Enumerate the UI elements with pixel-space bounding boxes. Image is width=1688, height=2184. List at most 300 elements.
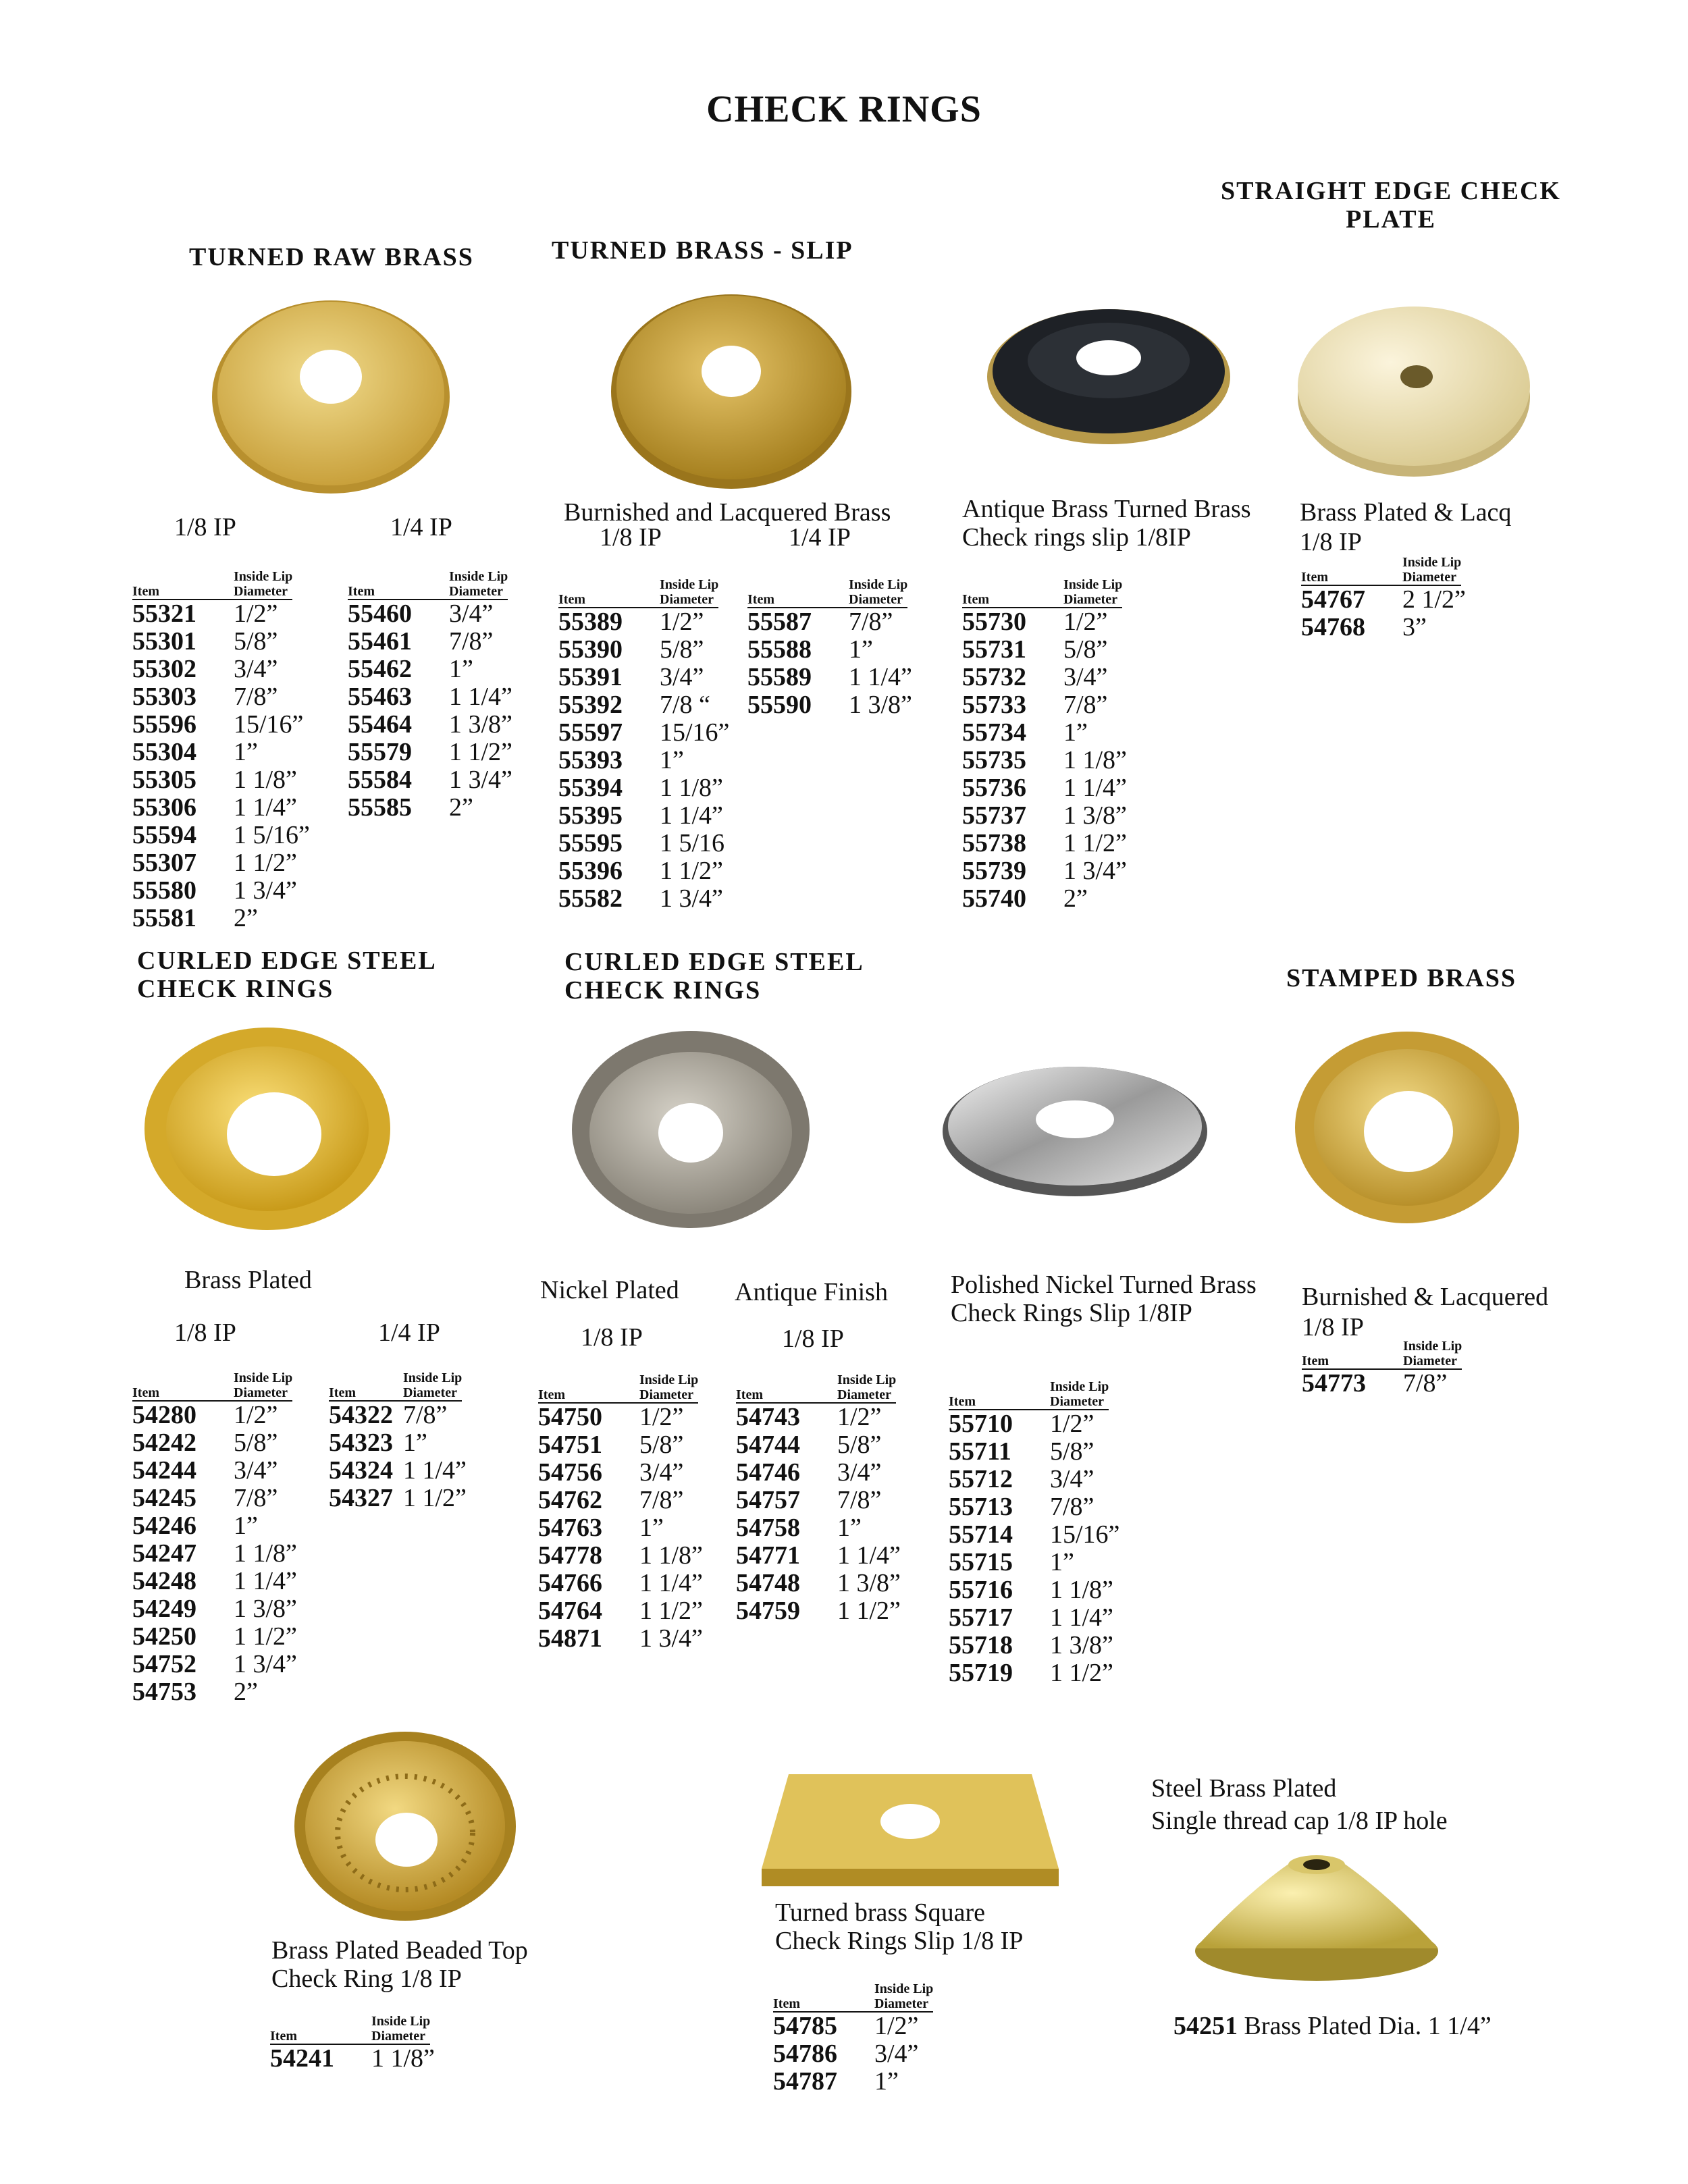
table-row: [538, 1514, 703, 1542]
item-number: 54766: [538, 1569, 602, 1597]
inside-lip-diameter: 15/16”: [660, 718, 730, 747]
inside-lip-diameter: 1/2”: [1050, 1410, 1094, 1438]
inside-lip-diameter: 1”: [639, 1514, 664, 1542]
item-number: 55739: [962, 857, 1026, 885]
table-header: [736, 1373, 901, 1404]
table-row: [132, 1512, 297, 1540]
curled-nickel-caption-a: Nickel Plated: [540, 1276, 679, 1304]
table-row: [773, 2068, 933, 2096]
table-row: [736, 1459, 901, 1487]
inside-lip-diameter: 1 1/4”: [660, 801, 723, 830]
curled-brass-sub-b: 1/4 IP: [378, 1319, 440, 1347]
table-square: [773, 1981, 933, 2096]
item-number: 55712: [949, 1465, 1013, 1493]
inside-lip-diameter: 7/8”: [837, 1486, 882, 1514]
header-diameter-label: Diameter: [1063, 592, 1122, 608]
table-row: [962, 830, 1127, 857]
table-row: [747, 691, 912, 719]
turned-raw-sub-b: 1/4 IP: [390, 513, 452, 541]
inside-lip-diameter: 1 1/8”: [1063, 746, 1127, 774]
table-row: [538, 1625, 703, 1653]
table-row: [132, 1568, 297, 1595]
inside-lip-diameter: 3/4”: [639, 1458, 684, 1487]
item-number: 54247: [132, 1539, 196, 1568]
table-row: [736, 1514, 901, 1542]
header-inside-lip: Inside Lip: [1063, 577, 1123, 592]
table-row: [773, 2040, 933, 2068]
header-diameter: [449, 569, 508, 600]
table-row: [747, 664, 912, 691]
table-header: [747, 577, 912, 608]
header-diameter-label: Diameter: [639, 1387, 698, 1404]
table-row: [132, 1540, 297, 1568]
item-number: 55587: [747, 608, 812, 636]
inside-lip-diameter: 7/8”: [1403, 1369, 1448, 1397]
item-number: 54757: [736, 1486, 800, 1514]
inside-lip-diameter: 1 1/2”: [1063, 829, 1127, 857]
straight-edge-sub: 1/8 IP: [1300, 528, 1362, 556]
inside-lip-diameter: 1/2”: [837, 1403, 882, 1431]
table-row: [736, 1542, 901, 1570]
inside-lip-diameter: 3/4”: [234, 655, 278, 683]
table-turned-raw-b: [348, 569, 512, 822]
table-header: [962, 577, 1127, 608]
header-diameter-label: Diameter: [837, 1387, 896, 1404]
inside-lip-diameter: 1 3/4”: [234, 1650, 297, 1678]
item-number: 55582: [558, 884, 623, 913]
inside-lip-diameter: 1 3/4”: [639, 1624, 703, 1653]
table-row: [329, 1485, 467, 1512]
header-diameter: [639, 1373, 698, 1404]
inside-lip-diameter: 1 1/8”: [639, 1541, 703, 1570]
table-row: [949, 1410, 1119, 1438]
header-diameter: [1050, 1379, 1109, 1410]
header-item: Item: [348, 584, 449, 600]
table-row: [132, 794, 310, 822]
item-number: 54323: [329, 1429, 393, 1457]
item-number: 54746: [736, 1458, 800, 1487]
inside-lip-diameter: 1”: [837, 1514, 862, 1542]
item-number: 55738: [962, 829, 1026, 857]
inside-lip-diameter: 1”: [403, 1429, 427, 1457]
cap-caption: [1151, 1772, 1448, 1837]
caption-line-1: Polished Nickel Turned Brass: [951, 1271, 1257, 1299]
header-diameter-label: Diameter: [403, 1385, 462, 1402]
header-inside-lip: Inside Lip: [874, 1981, 934, 1996]
table-row: [132, 711, 310, 739]
inside-lip-diameter: 1 5/16: [660, 829, 725, 857]
header-diameter: [1403, 1339, 1462, 1370]
turned-slip-sub-a: 1/8 IP: [600, 523, 662, 552]
header-item: Item: [962, 592, 1063, 608]
table-row: [538, 1459, 703, 1487]
caption-line-1: Brass Plated Beaded Top: [271, 1936, 528, 1965]
header-inside-lip: Inside Lip: [849, 577, 908, 592]
stamped-brass-image: [1292, 1026, 1522, 1229]
table-row: [558, 885, 729, 913]
table-row: [949, 1466, 1119, 1493]
inside-lip-diameter: 1 3/8”: [837, 1569, 901, 1597]
inside-lip-diameter: 1 1/2”: [449, 738, 512, 766]
table-row: [949, 1659, 1119, 1687]
curled-brass-image: [139, 1019, 396, 1235]
table-header: [270, 2014, 435, 2045]
item-number: 54773: [1302, 1369, 1366, 1397]
header-item: Item: [1301, 570, 1402, 586]
header-inside-lip: Inside Lip: [449, 569, 508, 584]
inside-lip-diameter: 7/8 “: [660, 691, 710, 719]
item-number: 55460: [348, 600, 412, 628]
header-diameter-label: Diameter: [371, 2029, 430, 2045]
inside-lip-diameter: 1 1/4”: [234, 1567, 297, 1595]
inside-lip-diameter: 1”: [660, 746, 684, 774]
turned-brass-slip-image: [603, 285, 860, 491]
header-item: Item: [132, 1385, 234, 1402]
table-row: [773, 2013, 933, 2040]
item-number: 55731: [962, 635, 1026, 664]
table-row: [558, 774, 729, 802]
header-diameter: [234, 569, 292, 600]
table-row: [558, 802, 729, 830]
table-row: [558, 664, 729, 691]
item-number: 55737: [962, 801, 1026, 830]
item-number: 55394: [558, 774, 623, 802]
item-number: 55463: [348, 683, 412, 711]
curled-nickel-sub-a: 1/8 IP: [581, 1323, 643, 1352]
header-inside-lip: Inside Lip: [660, 577, 719, 592]
inside-lip-diameter: 1”: [234, 738, 258, 766]
square-caption: [775, 1898, 1023, 1955]
table-row: [1301, 586, 1466, 614]
inside-lip-diameter: 5/8”: [837, 1431, 882, 1459]
header-inside-lip: Inside Lip: [1402, 555, 1462, 570]
table-row: [348, 628, 512, 656]
inside-lip-diameter: 1 1/8”: [371, 2044, 435, 2073]
item-number: 55588: [747, 635, 812, 664]
table-curled-nickel-b: [736, 1373, 901, 1625]
table-row: [949, 1438, 1119, 1466]
header-item: Item: [773, 1996, 874, 2013]
table-header: [348, 569, 512, 600]
inside-lip-diameter: 1 3/8”: [449, 710, 512, 739]
inside-lip-diameter: 1 1/8”: [660, 774, 723, 802]
table-row: [736, 1597, 901, 1625]
inside-lip-diameter: 1 1/2”: [403, 1484, 467, 1512]
table-row: [949, 1632, 1119, 1659]
header-item: Item: [538, 1387, 639, 1404]
item-number: 55396: [558, 857, 623, 885]
curled-nickel-image: [566, 1025, 816, 1234]
item-number: 54246: [132, 1512, 196, 1540]
table-beaded: [270, 2014, 435, 2073]
item-number: 54785: [773, 2012, 837, 2040]
heading-turned-raw-brass: TURNED RAW BRASS: [189, 243, 474, 271]
table-row: [132, 1651, 297, 1678]
table-row: [1302, 1370, 1462, 1397]
table-row: [558, 691, 729, 719]
item-number: 54871: [538, 1624, 602, 1653]
inside-lip-diameter: 2”: [449, 793, 473, 822]
heading-stamped-brass: STAMPED BRASS: [1286, 964, 1516, 992]
inside-lip-diameter: 1 1/2”: [639, 1597, 703, 1625]
inside-lip-diameter: 2 1/2”: [1402, 585, 1466, 614]
inside-lip-diameter: 7/8”: [1063, 691, 1108, 719]
item-number: 55390: [558, 635, 623, 664]
item-number: 54245: [132, 1484, 196, 1512]
item-number: 54768: [1301, 613, 1365, 641]
inside-lip-diameter: 1/2”: [874, 2012, 919, 2040]
inside-lip-diameter: 5/8”: [1050, 1437, 1094, 1466]
item-number: 55579: [348, 738, 412, 766]
item-number: 54763: [538, 1514, 602, 1542]
table-row: [962, 664, 1127, 691]
turned-raw-brass-image: [203, 289, 459, 498]
table-row: [736, 1570, 901, 1597]
inside-lip-diameter: 7/8”: [403, 1401, 448, 1429]
header-item: Item: [558, 592, 660, 608]
page-title: CHECK RINGS: [706, 88, 982, 130]
stamped-caption: Burnished & Lacquered: [1302, 1283, 1549, 1311]
beaded-caption: [271, 1936, 528, 1993]
table-row: [962, 691, 1127, 719]
inside-lip-diameter: 5/8”: [639, 1431, 684, 1459]
item-number: 55597: [558, 718, 623, 747]
table-header: [1302, 1339, 1462, 1370]
inside-lip-diameter: 1 3/8”: [1050, 1631, 1113, 1659]
header-diameter-label: Diameter: [449, 584, 508, 600]
table-header: [132, 569, 310, 600]
antique-caption: [962, 495, 1251, 552]
item-number: 54786: [773, 2040, 837, 2068]
item-number: 54751: [538, 1431, 602, 1459]
item-number: 55302: [132, 655, 196, 683]
item-number: 54250: [132, 1622, 196, 1651]
heading-straight-edge: [1195, 177, 1587, 234]
item-number: 55736: [962, 774, 1026, 802]
caption-line-1: Antique Brass Turned Brass: [962, 495, 1251, 523]
inside-lip-diameter: 1/2”: [234, 600, 278, 628]
polished-nickel-caption: [951, 1271, 1257, 1327]
item-number: 54244: [132, 1456, 196, 1485]
header-inside-lip: Inside Lip: [403, 1370, 463, 1385]
item-number: 54280: [132, 1401, 196, 1429]
item-number: 54767: [1301, 585, 1365, 614]
inside-lip-diameter: 7/8”: [234, 683, 278, 711]
inside-lip-diameter: 5/8”: [660, 635, 704, 664]
item-number: 54248: [132, 1567, 196, 1595]
header-diameter: [403, 1370, 462, 1402]
header-item: Item: [270, 2029, 371, 2045]
header-diameter-label: Diameter: [660, 592, 718, 608]
inside-lip-diameter: 7/8”: [234, 1484, 278, 1512]
inside-lip-diameter: 1 1/2”: [234, 1622, 297, 1651]
table-turned-slip-b: [747, 577, 912, 719]
header-inside-lip: Inside Lip: [371, 2014, 431, 2029]
header-inside-lip: Inside Lip: [1050, 1379, 1109, 1394]
item-number: 54743: [736, 1403, 800, 1431]
table-antique: [962, 577, 1127, 913]
item-number: 54752: [132, 1650, 196, 1678]
heading-curled-brass: [137, 947, 437, 1003]
item-number: 54750: [538, 1403, 602, 1431]
inside-lip-diameter: 2”: [234, 1678, 258, 1706]
inside-lip-diameter: 1 1/4”: [234, 793, 297, 822]
item-number: 55715: [949, 1548, 1013, 1576]
table-row: [348, 739, 512, 766]
header-diameter-label: Diameter: [1403, 1354, 1462, 1370]
item-number: 55464: [348, 710, 412, 739]
inside-lip-diameter: 3/4”: [837, 1458, 882, 1487]
table-row: [747, 636, 912, 664]
header-inside-lip: Inside Lip: [837, 1373, 897, 1387]
item-number: 54759: [736, 1597, 800, 1625]
table-row: [962, 857, 1127, 885]
turned-slip-caption: Burnished and Lacquered Brass: [564, 498, 891, 527]
item-number: 54744: [736, 1431, 800, 1459]
table-row: [132, 1595, 297, 1623]
table-row: [736, 1487, 901, 1514]
inside-lip-diameter: 3/4”: [1050, 1465, 1094, 1493]
table-row: [132, 1623, 297, 1651]
item-number: 55584: [348, 766, 412, 794]
item-number: 54241: [270, 2044, 334, 2073]
header-item: Item: [132, 584, 234, 600]
table-row: [558, 747, 729, 774]
header-diameter-label: Diameter: [1050, 1394, 1109, 1410]
item-number: 55595: [558, 829, 623, 857]
table-curled-brass-b: [329, 1370, 467, 1512]
header-diameter-label: Diameter: [849, 592, 907, 608]
table-row: [558, 719, 729, 747]
polished-nickel-image: [940, 1055, 1210, 1203]
inside-lip-diameter: 1 3/8”: [234, 1595, 297, 1623]
inside-lip-diameter: 1”: [449, 655, 473, 683]
header-diameter-label: Diameter: [234, 584, 292, 600]
header-diameter: [837, 1373, 896, 1404]
table-row: [132, 656, 310, 683]
inside-lip-diameter: 5/8”: [1063, 635, 1108, 664]
item-number: 55462: [348, 655, 412, 683]
inside-lip-diameter: 7/8”: [639, 1486, 684, 1514]
inside-lip-diameter: 1 1/4”: [639, 1569, 703, 1597]
inside-lip-diameter: 1 1/4”: [449, 683, 512, 711]
table-row: [949, 1493, 1119, 1521]
item-number: 54322: [329, 1401, 393, 1429]
item-number: 54756: [538, 1458, 602, 1487]
inside-lip-diameter: 1 5/16”: [234, 821, 310, 849]
inside-lip-diameter: 1 3/4”: [234, 876, 297, 905]
table-row: [348, 683, 512, 711]
table-row: [348, 711, 512, 739]
item-number: 54753: [132, 1678, 196, 1706]
table-header: [773, 1981, 933, 2013]
item-number: 54242: [132, 1429, 196, 1457]
header-diameter: [1063, 577, 1122, 608]
inside-lip-diameter: 1”: [874, 2067, 899, 2096]
table-row: [348, 656, 512, 683]
thread-cap-image: [1188, 1850, 1445, 1985]
inside-lip-diameter: 1 3/4”: [449, 766, 512, 794]
caption-line-2: Check rings slip 1/8IP: [962, 523, 1191, 552]
header-diameter: [1402, 555, 1461, 586]
table-row: [538, 1487, 703, 1514]
caption-line-2: Check Rings Slip 1/8IP: [951, 1299, 1192, 1327]
straight-edge-plate-image: [1292, 297, 1535, 479]
inside-lip-diameter: 1 1/4”: [837, 1541, 901, 1570]
header-inside-lip: Inside Lip: [234, 569, 293, 584]
item-number: 54762: [538, 1486, 602, 1514]
turned-raw-sub-a: 1/8 IP: [174, 513, 236, 541]
header-diameter: [234, 1370, 292, 1402]
cap-item-desc: Brass Plated Dia. 1 1/4”: [1244, 2012, 1492, 2040]
item-number: 55580: [132, 876, 196, 905]
heading-line-2: CHECK RINGS: [137, 975, 334, 1003]
table-row: [348, 766, 512, 794]
table-row: [538, 1597, 703, 1625]
inside-lip-diameter: 1”: [849, 635, 873, 664]
header-inside-lip: Inside Lip: [639, 1373, 699, 1387]
table-header: [558, 577, 729, 608]
table-row: [348, 600, 512, 628]
caption-line-1: Turned brass Square: [775, 1898, 986, 1927]
inside-lip-diameter: 1 3/8”: [849, 691, 912, 719]
cap-item-number: 54251: [1173, 2012, 1238, 2040]
item-number: 55713: [949, 1493, 1013, 1521]
header-inside-lip: Inside Lip: [234, 1370, 293, 1385]
item-number: 55711: [949, 1437, 1011, 1466]
item-number: 54764: [538, 1597, 602, 1625]
item-number: 55730: [962, 608, 1026, 636]
caption-line-1: Steel Brass Plated: [1151, 1774, 1337, 1803]
table-row: [962, 608, 1127, 636]
inside-lip-diameter: 1 1/2”: [234, 849, 297, 877]
inside-lip-diameter: 1 3/8”: [1063, 801, 1127, 830]
stamped-sub: 1/8 IP: [1302, 1313, 1364, 1341]
table-row: [736, 1431, 901, 1459]
table-row: [962, 802, 1127, 830]
table-row: [949, 1576, 1119, 1604]
item-number: 55461: [348, 627, 412, 656]
item-number: 55305: [132, 766, 196, 794]
inside-lip-diameter: 2”: [234, 904, 258, 932]
curled-brass-sub-a: 1/8 IP: [174, 1319, 236, 1347]
item-number: 55389: [558, 608, 623, 636]
table-row: [558, 608, 729, 636]
inside-lip-diameter: 3/4”: [449, 600, 494, 628]
table-row: [132, 849, 310, 877]
table-header: [949, 1379, 1119, 1410]
table-row: [348, 794, 512, 822]
inside-lip-diameter: 1 1/2”: [837, 1597, 901, 1625]
table-row: [270, 2045, 435, 2073]
cap-item-line: [1173, 2012, 1492, 2040]
item-number: 55714: [949, 1520, 1013, 1549]
item-number: 55740: [962, 884, 1026, 913]
item-number: 55303: [132, 683, 196, 711]
inside-lip-diameter: 1 1/8”: [234, 766, 297, 794]
inside-lip-diameter: 1 3/4”: [660, 884, 723, 913]
table-row: [949, 1549, 1119, 1576]
inside-lip-diameter: 3/4”: [234, 1456, 278, 1485]
table-header: [132, 1370, 297, 1402]
table-header: [1301, 555, 1466, 586]
inside-lip-diameter: 1 1/4”: [849, 663, 912, 691]
heading-line-1: CURLED EDGE STEEL: [137, 947, 437, 975]
item-number: 55321: [132, 600, 196, 628]
inside-lip-diameter: 15/16”: [234, 710, 304, 739]
inside-lip-diameter: 3/4”: [660, 663, 704, 691]
header-diameter: [849, 577, 907, 608]
